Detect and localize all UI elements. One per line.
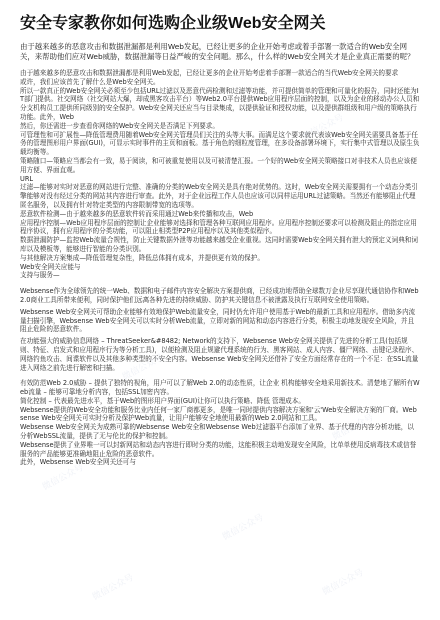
- body-paragraph: Websense提供了业界唯一可以封新网站和动态内容进行即时分类的功能，这能积极主动地发现安全风险，比单单使用反病毒技术或信誉服务的产品能够更准确地阻止危险的恶意软件。: [20, 440, 417, 458]
- body-paragraph: 所以一款真正的Web安全网关必须至少包括URL过滤以及恶意代码检测和过滤等功能，并可提供简单的管理和可量化的报告，同时还能为IT部门提供。社交网络（社交网站大爆，却成黑客攻击平台）等Web2.0平台提供Web应用程序层面的控制，以及为企业的移动办公人员和分支机构员工提供所同级别的安全保护。Web安全网关还应当与目录集成，以提供验证和授权功能，以及提供群组级和用户级的策略执行功能。此外，Web: [20, 86, 420, 121]
- document-page: [20, 14, 420, 467]
- watermark-text: 微信公众号: [120, 351, 165, 382]
- watermark-text: 微信公众号: [60, 201, 105, 232]
- body-paragraph: Web安全网关应能与: [20, 262, 81, 271]
- watermark-text: 微信公众号: [300, 111, 345, 142]
- body-paragraph: Websense Web安全网关可帮助企业能够有效地保护Web流量安全，同时仍允许用户使用基于Web的最新工具和应用程序。借助多内流量扫描引擎，Websense Web安全网关可以实时分析Web流量，立即对新的网站和动态内容进行分类，积极主动地发现安全风险，并且阻止危险的恶意软件。: [20, 307, 416, 334]
- body-paragraph: 然后，你还需进一步查看你网络的Web安全网关是否满足下列要求。: [20, 121, 219, 130]
- body-paragraph: 恶意软件检测—由于越来越多的恶意软件转而采用通过Web来传播和攻击，Web: [20, 209, 254, 218]
- body-paragraph: Websense Web安全网关为成熟可靠的Websense Web安全和Websense Web过滤器平台添加了业界、基于代理的内容分析功能，以分析WebSSL流量，提供了无与伦比的保护和控制。: [20, 423, 414, 441]
- body-paragraph: 数据泄漏防护—监控Web流量合规性，防止关键数据外泄等功能越来越受企业重视。这同时需要Web安全网关拥有泄大的预定义词典和词库以及模板等，能够进行智能的分类识别。: [20, 236, 418, 253]
- watermark-text: 微信公众号: [250, 281, 295, 312]
- body-paragraph: 可管理性和可扩展性—降低管理费用随着Web安全网关管理员们关注的头等大事。而满足这个要求就代表该Web安全网关需要具备基于任务的管理图形用户界面(GUI)，可显示实时事件的主页和面板。基于角色的细粒度管理，在多设备部署环境下，实行集中式管理以及原生负载均衡等。: [20, 130, 420, 157]
- body-paragraph: Websense作为全球领先的统一Web、数据和电子邮件内容安全解决方案提供商，已经成功地帮助全球数万企业尽享现代通信协作和Web2.0商业工具所带来便利，同时保护他们远离各种先进的持续威胁、防护其关键信息不被泄露及执行互联网安全使用策略。: [20, 287, 419, 304]
- intro-paragraph: 由于越来越多的恶意攻击和数据泄漏都是利用Web发起，已经让更多的企业开始考虑或着手部署一款适合的Web安全网关，来帮助他们应对Web威胁，数据泄漏等日益严峻的安全问题。那么，什么样的Web安全网关才是企业真正需要的呢？: [20, 42, 415, 61]
- body-paragraph: 策略随口—策略应当都会有一致，易于阅读，和可被重复使用以及可被清楚汇报。一个好的Web安全网关策略接口对非技术人员也应该便用方便、界面直观。: [20, 156, 417, 174]
- body-paragraph: 支持与服务—: [20, 271, 60, 280]
- body-paragraph: 过滤—能够对实时对恶意的网站进行完整、准确的分类的Web安全网关是具有绝对优势的。这时，Web安全网关需要拥有一个动态分类引擎能够对没有经过分类的网站其内容进行审查。此外，对于企业远程工作人员也应该可以同样运用URL过滤策略。当然还有能够阻止代理匿名服务，以及拥有针对特定类型的内容限制带宽的选项等。: [20, 183, 418, 209]
- body-paragraph: 与其他解决方案集成—降低管理复杂性，降低总体拥有成本，并提供更有效的保护。: [20, 253, 264, 262]
- watermark-text: 微信公众号: [90, 571, 135, 602]
- body-paragraph: 简化控制 – 代表最先进水平，基于Web的图形用户界面(GUI)让你可以执行策略、降低 管理成本。: [20, 396, 305, 405]
- body-paragraph: Websense提供的Web安全功能和服务比业内任何一家厂商都更多，是唯一同时提供内容解决方案和'云'Web安全解决方案的厂商。Websense Web安全网关可实时分析及保护Web流量，让用户能够安全地使用最新的Web 2.0网站和工具。: [20, 405, 417, 423]
- body-paragraph: 或许，我们应该首先了解什么是Web安全网关。: [20, 77, 160, 86]
- body-paragraph: 有效防范Web 2.0威胁 – 提供了独特的视角，用户可以了解Web 2.0的动态性质，让企业 机构能够安全地采用新技术。清楚地了解所有Web流量 – 能够可靠地分析内容，包括SSL加密内容。: [20, 379, 420, 397]
- watermark-text: 微信公众号: [40, 461, 85, 492]
- watermark-text: 微信公众号: [320, 566, 365, 597]
- page-title: 安全专家教你如何选购企业级Web安全网关: [20, 15, 326, 32]
- watermark-text: 微信公众号: [330, 411, 375, 442]
- body-paragraph: 在功能强大的威胁信息网络 – ThreatSeeker&#8482; Network的支持下，Websense Web安全网关提供了先进的分析工具(包括规则、特征、启发式和应用程序行为等分析工具)，以便检测及阻止规避代理系统的行为、黑客网站、成人内容、僵尸网络、击键记录程序、网络钓鱼攻击、间谍软件以及其他多种类型的不安全内容。Websense Web安全网关还借补了安全方面经常存在的一个不足：在SSL流量进入网络之前先进行解密和扫描。: [20, 337, 419, 372]
- body-paragraph: URL: [20, 174, 34, 183]
- watermark-text: 微信公众号: [220, 511, 265, 542]
- body-paragraph: 由于越来越多的恶意攻击和数据泄漏都是利用Web发起，已经让更多的企业开始考虑着手部署一款适合的当代Web安全网关的要求: [20, 69, 399, 77]
- body-paragraph: 此外，Websense Web安全网关还可与: [20, 458, 136, 467]
- body-paragraph: 应用程序控制—Web应用程序层面的控制让企业能够对选择和管理各种互联网应用程序。应用程序控制还要求可以检测及阻止的指定应用程序协议，拥有应用程序的分类功能，可以阻止相类型P2P应用程序以及其他类似程序。: [20, 218, 417, 236]
